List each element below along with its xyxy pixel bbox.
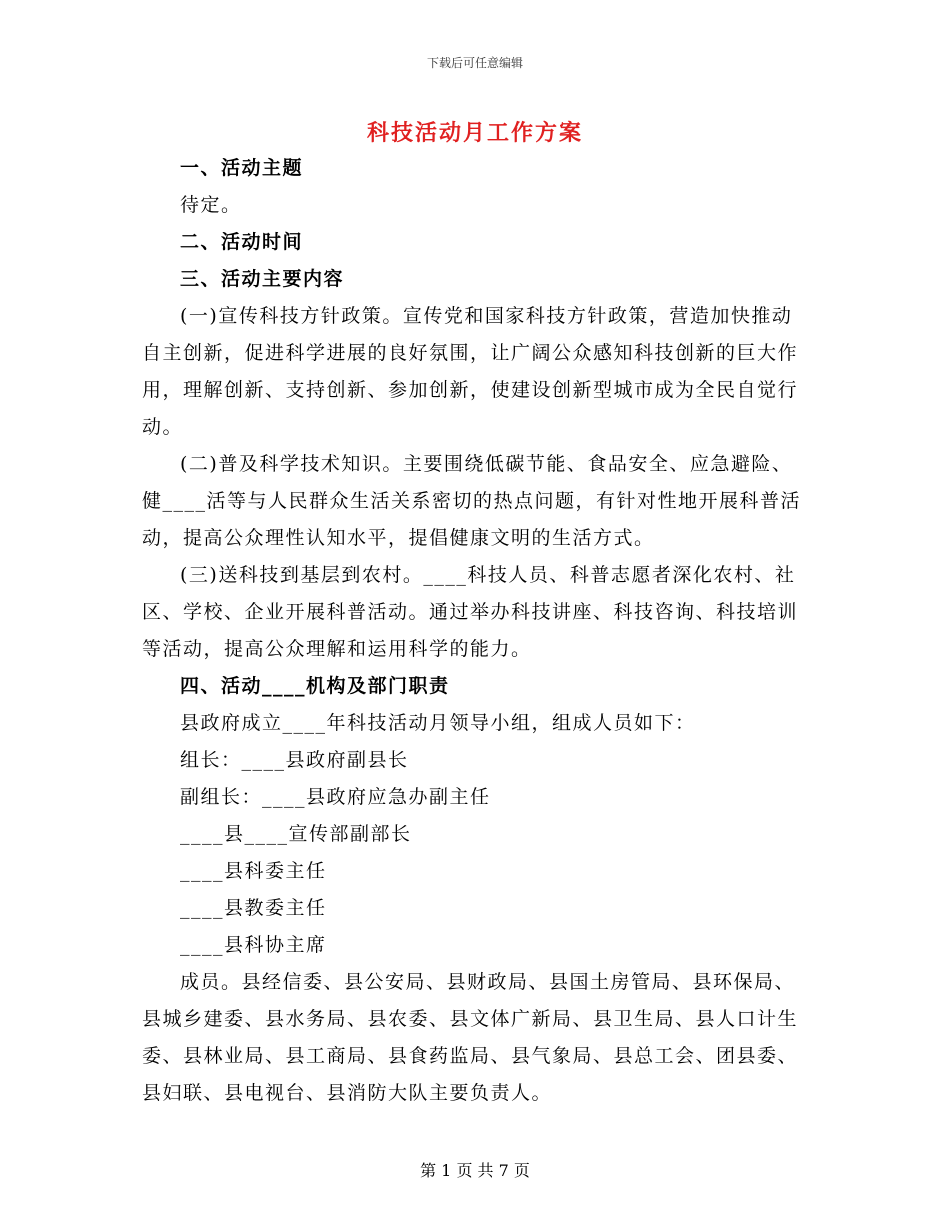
content-paragraph-2: (二)普及科学技术知识。主要围绕低碳节能、食品安全、应急避险、健____活等与人民群众生活关系密切的热点问题，有针对性地开展科普活动，提高公众理性认知水平，提倡健康文明的生活方式。 <box>142 453 802 549</box>
members-list: 成员。县经信委、县公安局、县财政局、县国土房管局、县环保局、县城乡建委、县水务局、县农委、县文体广新局、县卫生局、县人口计生委、县林业局、县工商局、县食药监局、县气象局、县总工会、团县委、县妇联、县电视台、县消防大队主要负责人。 <box>142 971 799 1104</box>
deputy-leader: 副组长：____县政府应急办副主任 <box>180 786 491 808</box>
section-heading-content: 三、活动主要内容 <box>180 268 345 290</box>
document-body <box>142 150 802 1112</box>
document-title: 科技活动月工作方案 <box>366 120 583 146</box>
page-number: 第 1 页 共 7 页 <box>420 1161 530 1180</box>
member-science-committee: ____县科委主任 <box>180 860 327 882</box>
theme-text: 待定。 <box>180 194 242 216</box>
content-paragraph-1: (一)宣传科技方针政策。宣传党和国家科技方针政策，营造加快推动自主创新，促进科学进展的良好氛围，让广阔公众感知科技创新的巨大作用，理解创新、支持创新、参加创新，使建设创新型城市成为全民自觉行动。 <box>142 305 799 438</box>
section-heading-organization: 四、活动____机构及部门职责 <box>180 675 450 697</box>
member-science-association: ____县科协主席 <box>180 934 327 956</box>
section-heading-theme: 一、活动主题 <box>180 157 304 179</box>
member-education-committee: ____县教委主任 <box>180 897 327 919</box>
section-heading-time: 二、活动时间 <box>180 231 304 253</box>
member-propaganda: ____县____宣传部副部长 <box>180 823 412 845</box>
page-header-note: 下载后可任意编辑 <box>426 56 523 70</box>
group-leader: 组长：____县政府副县长 <box>180 749 409 771</box>
content-paragraph-3: (三)送科技到基层到农村。____科技人员、科普志愿者深化农村、社区、学校、企业开展科普活动。通过举办科技讲座、科技咨询、科技培训等活动，提高公众理解和运用科学的能力。 <box>142 564 799 660</box>
organization-intro: 县政府成立____年科技活动月领导小组，组成人员如下： <box>180 712 696 734</box>
